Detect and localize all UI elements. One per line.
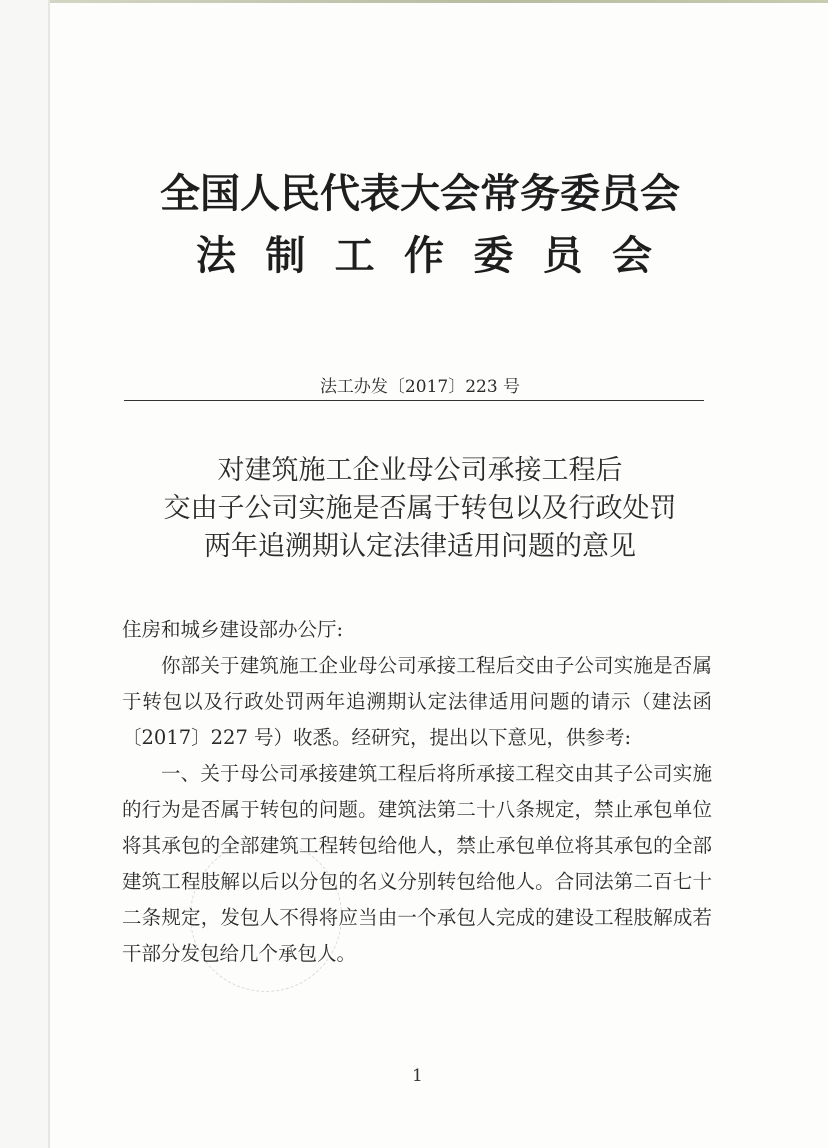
document-title [120, 452, 720, 566]
scan-left-margin [0, 0, 50, 1148]
body-paragraph: 你部关于建筑施工企业母公司承接工程后交由子公司实施是否属于转包以及行政处罚两年追溯期认定法律适用问题的请示（建法函〔2017〕227 号）收悉。经研究，提出以下意见，供参考: [122, 654, 712, 749]
document-number: 法工办发〔2017〕223 号 [319, 377, 521, 397]
committee-char: 法 [196, 232, 236, 279]
title-line: 对建筑施工企业母公司承接工程后 [217, 455, 623, 486]
header-divider [124, 400, 704, 401]
committee-char: 制 [265, 232, 306, 279]
committee-char: 委 [473, 232, 514, 279]
issuing-organization: 全国人民代表大会常务委员会 [160, 170, 680, 217]
committee-char: 作 [403, 232, 444, 279]
committee-char: 工 [334, 232, 375, 279]
title-line: 两年追溯期认定法律适用问题的意见 [204, 531, 636, 562]
page-number: 1 [412, 1066, 423, 1086]
addressee: 住房和城乡建设部办公厅: [122, 618, 344, 641]
committee-char: 员 [542, 232, 583, 279]
scan-top-edge [0, 0, 828, 3]
issuing-committee [196, 224, 652, 281]
title-line: 交由子公司实施是否属于转包以及行政处罚 [163, 493, 677, 524]
document-body [122, 612, 712, 972]
body-paragraph: 一、关于母公司承接建筑工程后将所承接工程交由其子公司实施的行为是否属于转包的问题。建筑法第二十八条规定，禁止承包单位将其承包的全部建筑工程转包给他人，禁止承包单位将其承包的全部建筑工程肢解以后以分包的名义分别转包给他人。合同法第二百七十二条规定，发包人不得将应当由一个承包人完成的建设工程肢解成若干部分发包给几个承包人。 [122, 762, 712, 965]
committee-char: 会 [611, 232, 652, 279]
